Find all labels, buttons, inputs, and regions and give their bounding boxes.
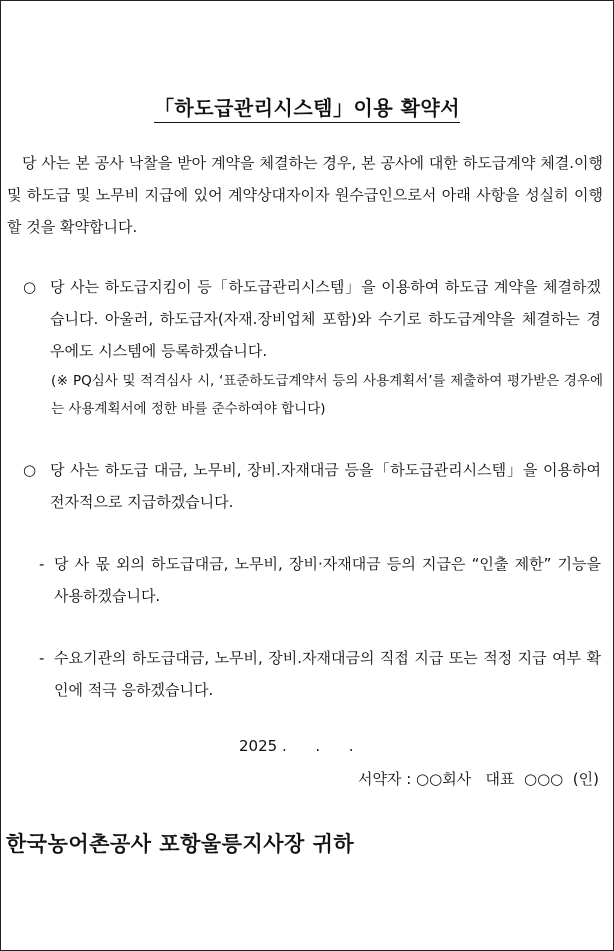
pledge-item-1-text: 당 사는 하도급지킴이 등「하도급관리시스템」을 이용하여 하도급 계약을 체결하겠습니다. 아울러, 하도급자(자재.장비업체 포함)와 수기로 하도급계약을 체결하는 경우에도 시스템에 등록하겠습니다.: [50, 278, 601, 360]
pledge-item-2-text: 당 사는 하도급 대금, 노무비, 장비.자재대금 등을「하도급관리시스템」을 이용하여 전자적으로 지급하겠습니다.: [50, 461, 601, 511]
pledge-subitem-1: [39, 548, 601, 612]
intro-text: 당 사는 본 공사 낙찰을 받아 계약을 체결하는 경우, 본 공사에 대한 하도급계약 체결.이행 및 하도급 및 노무비 지급에 있어 계약상대자이자 원수급인으로서 아래 사항을 성실히 이행할 것을 확약합니다.: [7, 154, 603, 236]
circle-bullet-icon: ○: [23, 461, 37, 479]
intro-paragraph: [7, 147, 603, 243]
pledge-subitem-1-text: 당 사 몫 외의 하도급대금, 노무비, 장비·자재대금 등의 지급은 “인출 제한” 기능을 사용하겠습니다.: [54, 555, 601, 605]
pledge-item-1-note: (※ PQ심사 및 적격심사 시, ‘표준하도급계약서 등의 사용계획서’를 제출하여 평가받은 경우에는 사용계획서에 정한 바를 준수하여야 합니다): [51, 373, 603, 417]
pledge-subitem-2-text: 수요기관의 하도급대금, 노무비, 장비.자재대금의 직접 지급 또는 적정 지급 여부 확인에 적극 응하겠습니다.: [54, 649, 601, 699]
pledge-item-1: [23, 271, 601, 367]
addressee: 한국농어촌공사 포항울릉지사장 귀하: [6, 832, 355, 856]
pledge-subitem-2: [39, 642, 601, 706]
pledge-item-2: [23, 454, 601, 518]
signature-line: 서약자 : ○○회사 대표 ○○○ (인): [357, 770, 599, 788]
pledge-date: 2025 . . .: [239, 737, 354, 755]
circle-bullet-icon: ○: [23, 278, 37, 296]
dash-bullet-icon: -: [39, 555, 45, 573]
document-title: [1, 92, 613, 121]
document-title-text: 「하도급관리시스템」이용 확약서: [154, 96, 460, 123]
dash-bullet-icon: -: [39, 649, 45, 667]
